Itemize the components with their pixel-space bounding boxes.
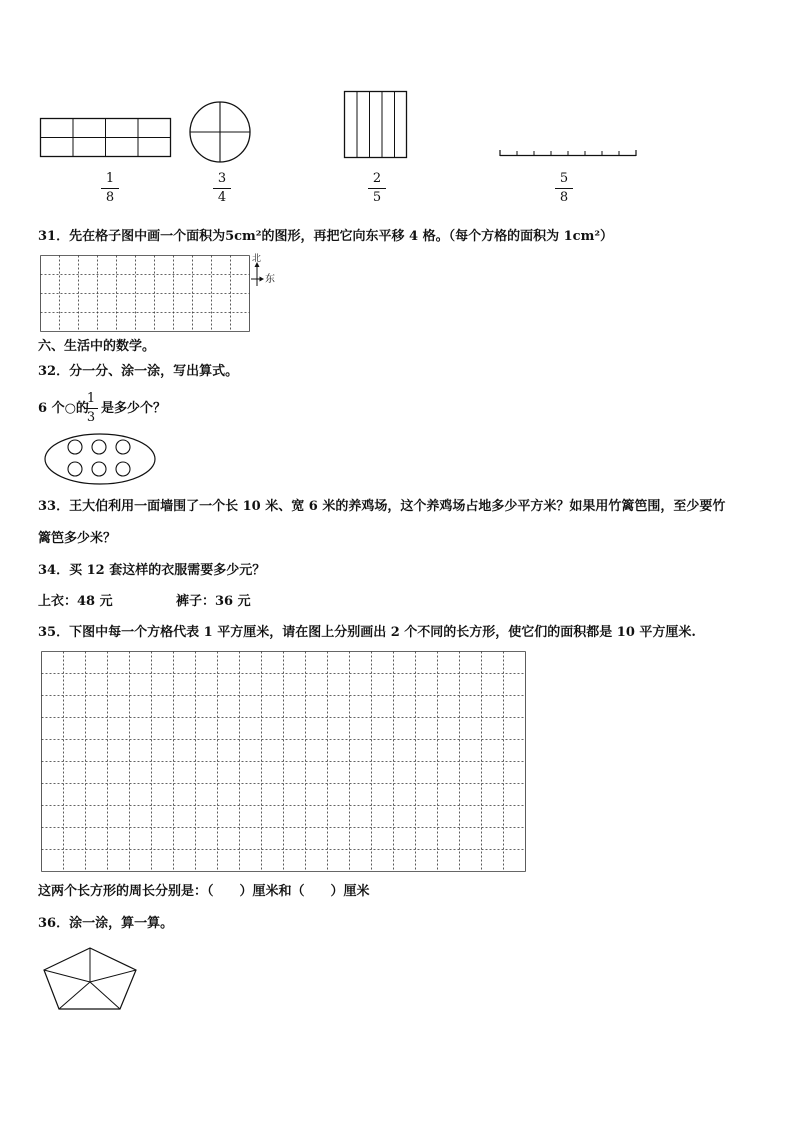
fraction-numerator: 5 (559, 171, 569, 186)
fraction-label-5-8 (552, 171, 576, 206)
question-32-text: 32．分一分、涂一涂，写出算式。 (38, 364, 239, 379)
fraction-bar (368, 188, 386, 189)
fraction-numerator: 3 (217, 171, 227, 186)
pentagon-figure[interactable] (42, 946, 138, 1012)
ellipse-six-circles-figure[interactable] (44, 433, 156, 485)
question-32-prompt (38, 392, 238, 428)
question-35-grid[interactable] (41, 651, 529, 875)
rectangle-eighths-figure (40, 118, 172, 158)
question-34-text: 34．买 12 套这样的衣服需要多少元？ (38, 563, 266, 578)
question-33-line-1: 33．王大伯利用一面墙围了一个长 10 米、宽 6 米的养鸡场，这个养鸡场占地多少平方米？如果用竹篱笆围，至少要竹 (38, 499, 726, 514)
fraction-denominator: 8 (559, 190, 569, 205)
question-33-line-2: 篱笆多少米？ (38, 531, 117, 546)
fraction-numerator: 1 (86, 391, 96, 406)
fraction-denominator: 8 (105, 190, 115, 205)
fraction-denominator: 4 (217, 190, 227, 205)
fraction-bar (555, 188, 573, 189)
fraction-bar (213, 188, 231, 189)
compass-east-label: 东 (265, 274, 275, 285)
fraction-label-1-8 (98, 171, 122, 206)
compass-north-label: 北 (252, 254, 262, 264)
fraction-numerator: 2 (372, 171, 382, 186)
question-35-answer: 这两个长方形的周长分别是：（ ）厘米和（ ）厘米 (38, 884, 370, 899)
question-32-suffix: 是多少个？ (101, 401, 167, 416)
fraction-denominator: 3 (86, 410, 96, 425)
question-31-text: 31．先在格子图中画一个面积为5cm²的图形，再把它向东平移 4 格。（每个方格的面积为 1cm²） (38, 229, 614, 244)
fraction-label-2-5 (365, 171, 389, 206)
price-jacket: 上衣：48 元 (38, 594, 113, 609)
question-32-prefix: 6 个○的 (38, 401, 89, 416)
circle-quarters-figure (189, 101, 251, 163)
question-35-text: 35．下图中每一个方格代表 1 平方厘米，请在图上分别画出 2 个不同的长方形，使它们的面积都是 10 平方厘米. (38, 625, 696, 640)
fraction-label-3-4 (210, 171, 234, 206)
fraction-numerator: 1 (105, 171, 115, 186)
rectangle-fifths-figure (344, 91, 408, 159)
section-6-title: 六、生活中的数学。 (38, 339, 156, 354)
fraction-one-third (81, 391, 101, 426)
price-pants: 裤子：36 元 (176, 594, 251, 609)
question-31-grid[interactable] (40, 255, 250, 333)
compass-arrows-icon (250, 262, 264, 288)
question-36-text: 36．涂一涂，算一算。 (38, 916, 174, 931)
fraction-bar (101, 188, 119, 189)
fraction-bar (84, 408, 98, 409)
segment-eighths-figure (499, 146, 639, 158)
fraction-denominator: 5 (372, 190, 382, 205)
